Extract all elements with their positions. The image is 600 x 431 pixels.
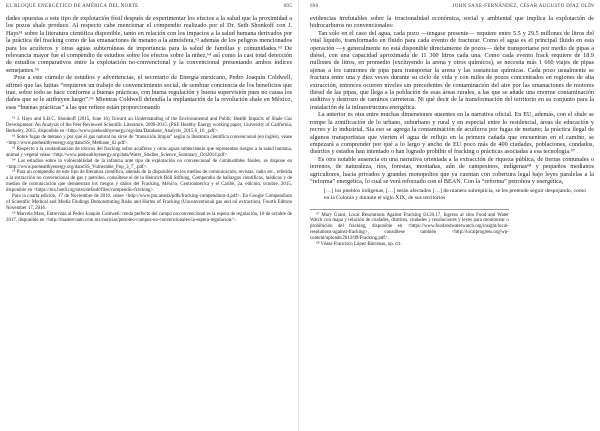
right-paragraph-1: evidencias irrefutables sobre la irracionalidad económica, social y ambiental que implica la explotación de hidrocarburos no convencionales: [310,15,594,30]
left-footnotes [6,117,292,223]
footnote-66: ⁶⁶ Marcela Mass, Entrevista al Pedro Joaquín Coldwell: renda perfecto del campo no convencional es la espera de regulación, 10 de octubre de 2017, disponible en <http://mastercuam.com.mx/noticias/petroleo-campos-no-convencionales-la-espera-regulacion/>. [6,211,292,223]
right-footnotes [310,209,509,248]
footnote-62: ⁶² Sobre fugas de metano y por qué el gas natural no sirve de “transición limpia” según la literatura científica convencional (en inglés), véase <http://www.psehealthyenergy.org/data/SS_Methane_02.pdf>. [6,135,292,146]
right-paragraph-2: Tan sólo en el caso del agua, cada pozo —tengase presente— requiere entre 5.5 y 29.5 millones de litros del vital líquido, transformado en fluido para cada evento de fracturar. Como el agua es el principal fluido en esta operación —y generalmente no está disponible directamente de pozos— debe transportarse por medio de pipas a diésel, con una capacidad aproximada de 11 300 litros cada una. Como cada evento frack requiere de 18.9 millones de litros, en promedio (excluyendo la arena y otros químicos), se necesita más 1 660 viajes de pipas ajenas a los camiones de pipa para transportar la arena y las sustancias químicas. Cada pozo usualmente se fractura entre una y diez veces durante su ciclo de vida y con miles de pozos concentrados en regiones de alta extracción, entonces ocurren niveles sin precedentes de contaminación del aire por las emanaciones de motores diésel de las pipas, que llega a la población de esas áreas rurales, a las que se añade una enorme contaminación auditiva y destrozo de caminos carreteras. Ni qué decir de la transformación del territorio en su conjunto para la instalación de la infraestructura energética. [310,29,594,111]
footnote-67: ⁶⁷ Mary Grant, Local Resolutions Against Fracking 03.20.17, Ingreso al sitio Food and Water Watch con mapa y relación de ciudades, distritos, ciudades y resoluciones y leyes para monitorear o prohibición del fracking, disponible en <https://www.foodandwaterwatch.org/insight/local-resolutions-against-fracking>, consúltese también <http://localprogress.org/wp-content/uploads/2013/09/Fracking.pdf>. [310,212,509,242]
right-header-title: JOHN SAXE-FERNÁNDEZ, CÉSAR AUGUSTO DÍAZ OLÍN [452,4,594,9]
footnote-64: ⁶⁴ Los estudios sobre la vulnerabilidad de la infancia ante tipo de explotación no convencional de combustibles fósiles, se dispone en <http://www.psehealthyenergy.org/data/SS_Vulnerable_Pop_3_7_.pdf>. [6,158,292,170]
left-paragraph-1: dades opuestas a este tipo de explotación fósil después de experimentar los efectos a la salud que la proximidad a los pozos shale produce. Al respecto cabe mencionar el compendio realizado por el Dr. Seth Shonkoff con J. Hays⁶¹ sobre la literatura científica disponible, tanto en relación con los impactos a la salud humana derivados por la práctica del fracking como de las emanaciones de metano a la atmósfera,⁶² además de los peligros mencionados para los acuíferos y otras aguas subterráneas de importancia para la salud de familias y comunidades.⁶³ De relevancia mayor fue el compendio de estudios sobre los efectos sobre la niñez,⁶⁴ así como la casi total detección de estudios comparativos entre la explotación no-convencional y la convencional presentando ambos índices semejantes.⁶⁵ [6,15,292,74]
block-quote: […] los pueblos indígenas, […] serán afectados […] de manera subrepticia, se les pretende seguir despojando, como en la Colonia y durante el siglo XIX, de sus territorios [324,188,586,201]
footnote-61: ⁶¹ J. Hays and S.B.C. Shonkoff (2015, June 16) Toward an Understanding of the Environmental and Public Health Impacts of Shale Gas Development: An Analysis of the Peer Reviewed Scientific Literature, 2009-2015. (PSE Healthy Energy working paper, University of California, Berkeley, 2015, disponible en <http://www.psehealthyenergy.org/data/Database_Analysis_2015.6_16_.pdf>. [6,117,292,135]
footnote-63: ⁶³ Respecto a la contaminación de tóxicos del fracking sobre acuíferos y otras aguas subterráneas que representan riesgos a la salud humana, animal y vegetal véase <http://www.psehealthyenergy.org/data/Water_Studies_Science_Summary_Oct2014.pdf>. [6,146,292,158]
left-page [0,0,299,431]
left-running-header [6,4,292,9]
right-page-number: 696 [310,4,319,9]
left-page-number: 695 [283,4,292,9]
footnote-68: ⁶⁸ Véase Francisco López Bárcenas, op. cit. [316,242,402,248]
left-header-title: EL BLOQUE ENERGÉTICO DE AMÉRICA DEL NORTE [6,4,139,9]
right-paragraph-3: La anterior es otra entre muchas dimensiones ausentes en la narrativa oficial. En EU, además, con el shale se rompe la zonificación de lo urbano, suburbano y rural y en especial entre lo residencial, áreas de educación y recreo y lo industrial. Sia eso se agrega la contaminación de acuíferos por fugas de metano; la práctica ilegal de algunos transportistas que vierten el agua de reflujo en la primera cañada que encuentran en el camino, se empezará a comprender por qué a lo largo y ancho de EU poco más de 400 ciudades, poblaciones, condados, distritos y estados han intentado o han logrado prohibir el fracking o prácticas asociadas a esa tecnología.⁶⁷ [310,111,594,156]
right-running-header [310,4,594,9]
right-page [300,0,600,431]
footnote-65-continued: Para la cuarta edición, 17 de Noviembre de 2016, véase <http://www.pnr.aeasta/pdfs/fracking-compendium-4.pdf>. En Google Compendium of Scientific Medical and Media Findings Demonstrating Risks and Harms of Fracking (Unconventional gas and oil extraction), Fourth Edition November 17, 2016. [6,194,292,211]
left-paragraph-2: Pese a este cúmulo de estudios y advertencias, el secretario de Energía mexicano, Pedro Joaquín Coldwell, afirmó que las lutitas “requieren un trabajo de convencimiento social, de sembrar conciencia de los beneficios que trae, sobre todo se hace conforme a buenas prácticas, con buena regulación y buena supervisión pues no causa los daños que se le atribuyen luego”.⁶⁶ Mientras Coldwell defendía la implantación de la revolución shale en México, esas “buenas prácticas” a las que refiere están proporcionando [6,74,292,111]
footnote-65: ⁶⁵ Para un compendio de este tipo de literatura científica, además de la disponible en los medios de comunicación, revistas, radio etc., referida a la extracción no convencional de gas y petróleo, consúltese el de la Heinrich Böll Stiftung, Compendio de hallazgos científicos, médicos y de medios de comunicación que demuestran los riesgos y daños del Fracking, México, Centroamérica y el Caribe, 2a. edición, octubre, 2015, disponible en <https://mx.boell.org/sites/default/files/compendio-fracking>. [6,170,292,194]
right-paragraph-4: Es otra notable ausencia en una narrativa orientada a la extracción de riqueza pública, de tierras comunales o terrenos, de naturaleza, ríos, forestas, montañas, aún de campesinos, indígenas⁶⁸ y pequeños medianos agricultores, hacia privados y grandes monopolios que ya cuentan con cobertura legal bajo leyes paralelas a la “reforma” energética, lo cual se verá reforzado con el BEAN. Con la “reforma” petrolera y energética, [310,155,594,185]
